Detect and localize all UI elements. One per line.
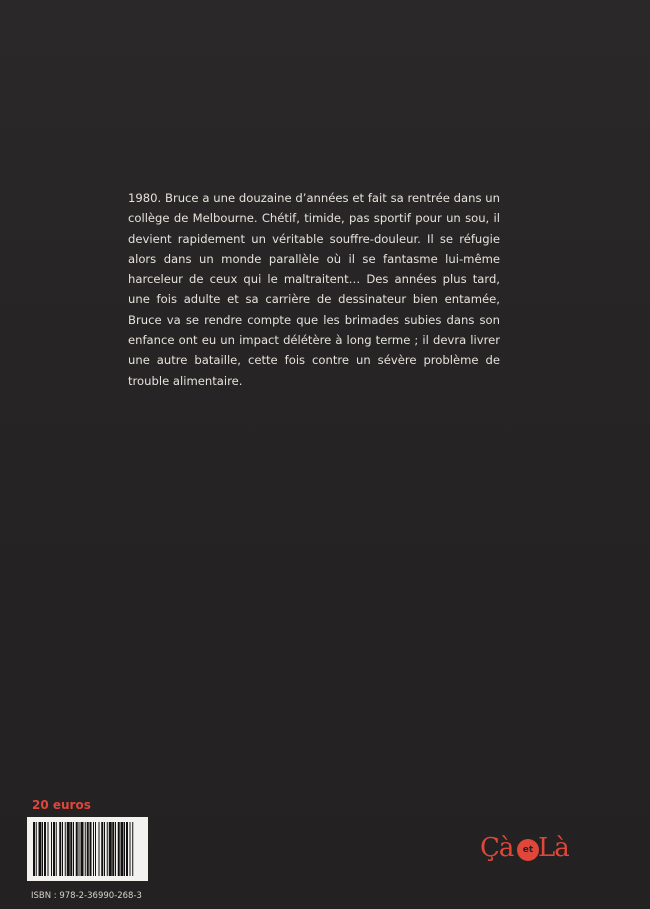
book-blurb: 1980. Bruce a une douzaine d’années et fait sa rentrée dans un collège de Melbourne. Chétif, timide, pas sportif pour un sou, il devient rapidement un véritable souffre-douleur. Il se réfugie alors dans un monde parallèle où il se fantasme lui-même harceleur de ceux qui le maltraitent… Des années plus tard, une fois adulte et sa carrière de dessinateur bien entamée, Bruce va se rendre compte que les brimades subies dans son enfance ont eu un impact délétère à long terme ; il devra livrer une autre bataille, cette fois contre un sévère problème de trouble alimentaire.: [128, 191, 500, 388]
publisher-logo-right: Là: [538, 833, 569, 863]
isbn-label: ISBN : 978-2-36990-268-3: [31, 891, 142, 901]
publisher-logo: [480, 830, 600, 880]
barcode-image: [33, 822, 142, 876]
barcode: [27, 817, 148, 881]
publisher-logo-left: Çà: [480, 833, 514, 863]
price-label: 20 euros: [32, 798, 91, 812]
publisher-logo-middle: et: [517, 839, 539, 861]
